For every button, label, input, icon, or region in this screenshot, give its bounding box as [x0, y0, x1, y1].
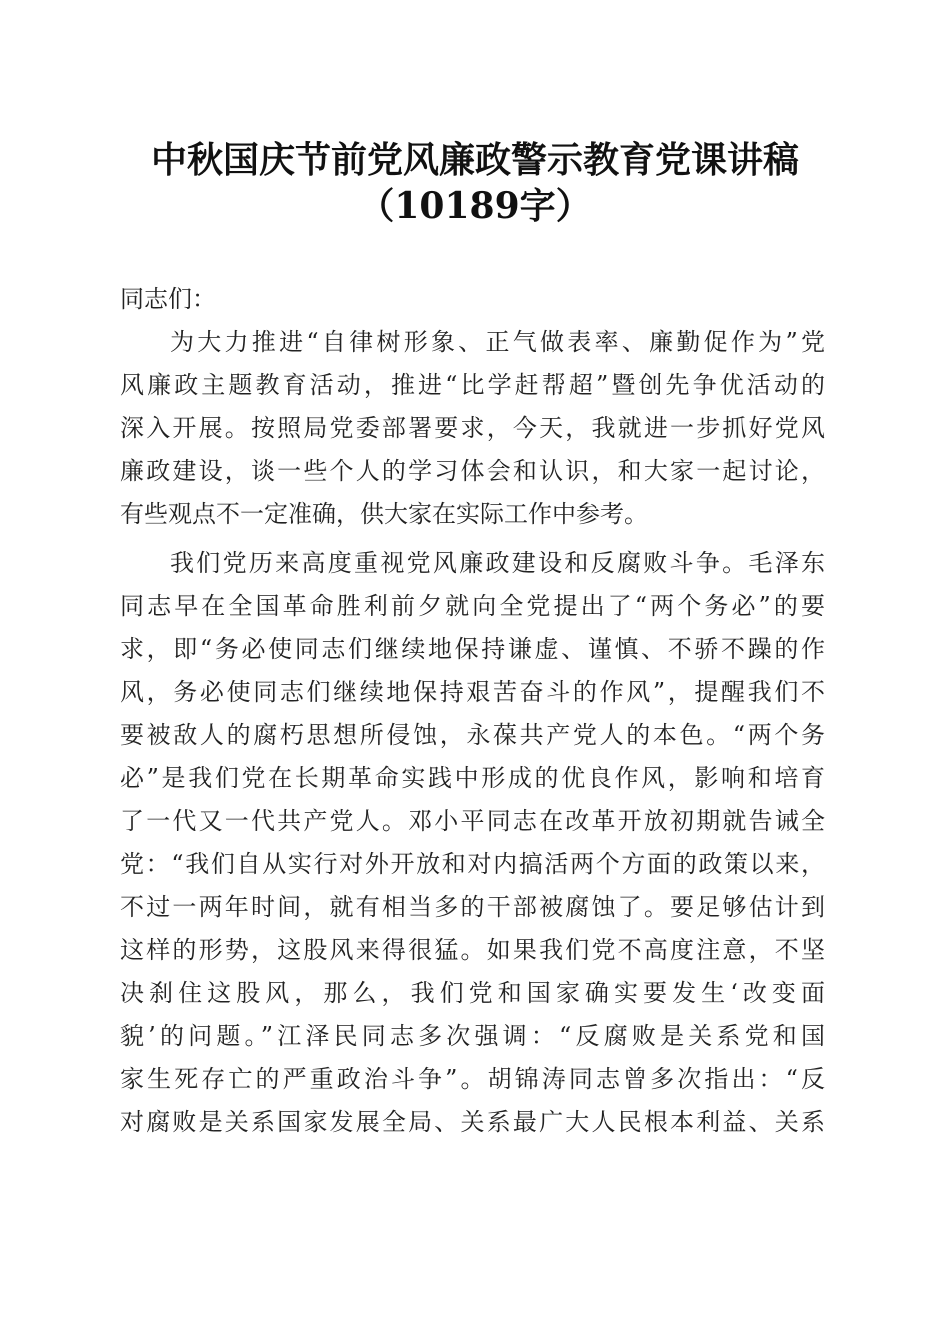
paragraph-2-line: 风，务必使同志们继续地保持艰苦奋斗的作风”，提醒我们不	[120, 678, 825, 706]
paragraph-2-line: 要被敌人的腐朽思想所侵蚀，永葆共产党人的本色。“两个务	[120, 721, 825, 749]
paragraph-2-line: 求，即“务必使同志们继续地保持谦虚、谨慎、不骄不躁的作	[120, 635, 825, 663]
paragraph-2-line: 家生死存亡的严重政治斗争”。胡锦涛同志曾多次指出：“反	[120, 1065, 825, 1093]
paragraph-1-line: 廉政建设，谈一些个人的学习体会和认识，和大家一起讨论，	[120, 457, 825, 485]
paragraph-1-line: 深入开展。按照局党委部署要求，今天，我就进一步抓好党风	[120, 414, 825, 442]
paragraph-1-line: 有些观点不一定准确，供大家在实际工作中参考。	[120, 500, 648, 528]
paragraph-1-line: 为大力推进“自律树形象、正气做表率、廉勤促作为”党	[170, 328, 825, 356]
paragraph-2-line: 这样的形势，这股风来得很猛。如果我们党不高度注意，不坚	[120, 936, 825, 964]
salutation: 同志们：	[120, 285, 216, 313]
paragraph-2-line: 对腐败是关系国家发展全局、关系最广大人民根本利益、关系	[120, 1108, 825, 1136]
document-title-wordcount: （10189字）	[358, 185, 592, 227]
paragraph-2-line: 必”是我们党在长期革命实践中形成的优良作风，影响和培育	[120, 764, 825, 792]
paragraph-1-line: 风廉政主题教育活动，推进“比学赶帮超”暨创先争优活动的	[120, 371, 825, 399]
paragraph-2-line: 不过一两年时间，就有相当多的干部被腐蚀了。要足够估计到	[120, 893, 825, 921]
paragraph-2-line: 党：“我们自从实行对外开放和对内搞活两个方面的政策以来，	[120, 850, 825, 878]
paragraph-2-line: 同志早在全国革命胜利前夕就向全党提出了“两个务必”的要	[120, 592, 825, 620]
document-title: 中秋国庆节前党风廉政警示教育党课讲稿	[150, 139, 799, 181]
paragraph-2-line: 我们党历来高度重视党风廉政建设和反腐败斗争。毛泽东	[170, 549, 825, 577]
paragraph-2-line: 了一代又一代共产党人。邓小平同志在改革开放初期就告诫全	[120, 807, 825, 835]
paragraph-2-line: 决刹住这股风，那么，我们党和国家确实要发生‘改变面	[120, 979, 825, 1007]
paragraph-2-line: 貌’的问题。”江泽民同志多次强调：“反腐败是关系党和国	[120, 1022, 825, 1050]
